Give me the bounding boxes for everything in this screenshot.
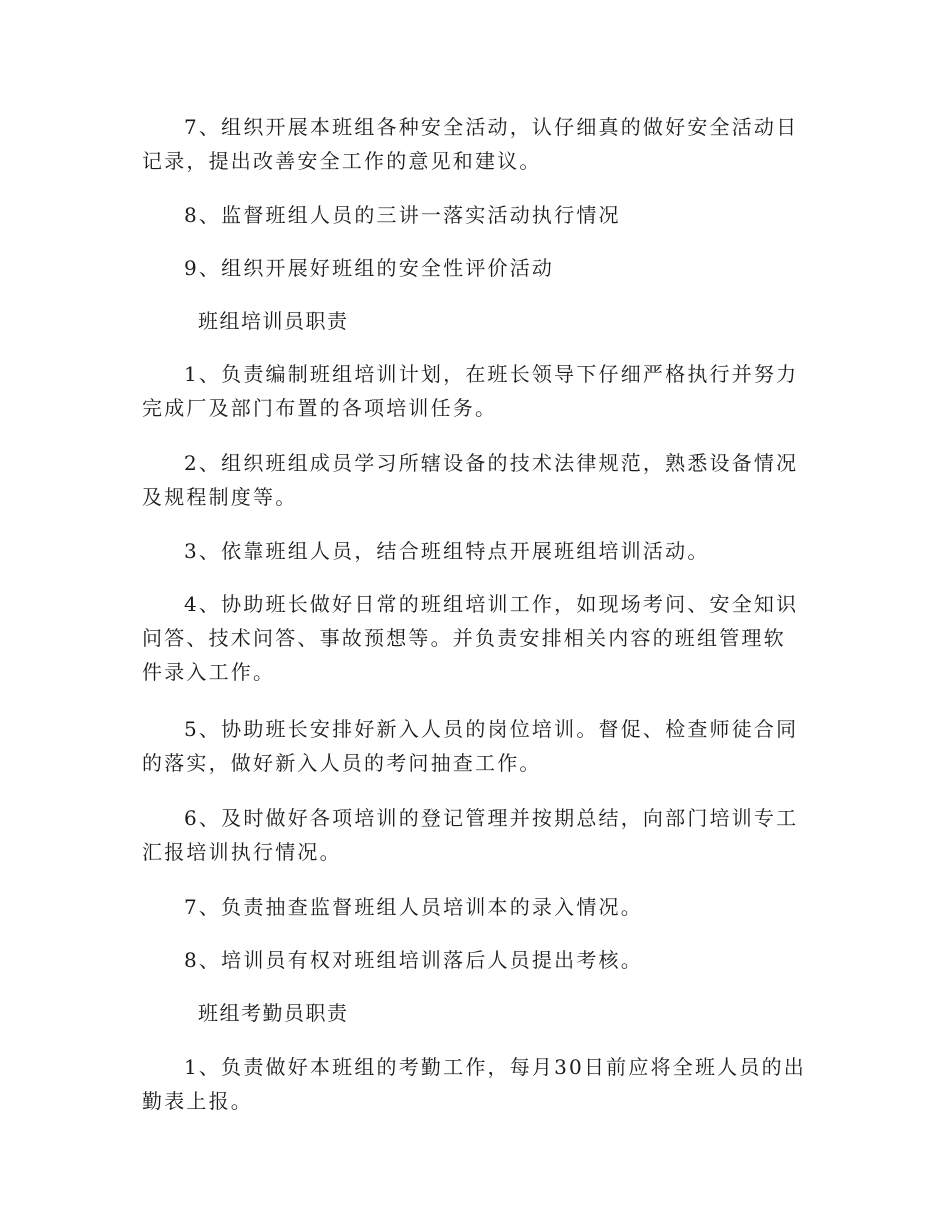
trainer-item-6: 6、及时做好各项培训的登记管理并按期总结，向部门培训专工汇报培训执行情况。 (142, 806, 799, 864)
trainer-item-1: 1、负责编制班组培训计划，在班长领导下仔细严格执行并努力完成厂及部门布置的各项培训任务。 (142, 362, 799, 420)
trainer-item-4: 4、协助班长做好日常的班组培训工作，如现场考问、安全知识问答、技术问答、事故预想等。并负责安排相关内容的班组管理软件录入工作。 (142, 592, 799, 684)
trainer-item-2: 2、组织班组成员学习所辖设备的技术法律规范，熟悉设备情况及规程制度等。 (142, 451, 799, 509)
trainer-item-7: 7、负责抽查监督班组人员培训本的录入情况。 (184, 895, 643, 919)
paragraph-safety-evaluation: 9、组织开展好班组的安全性评价活动 (184, 256, 555, 280)
trainer-item-8: 8、培训员有权对班组培训落后人员提出考核。 (184, 948, 643, 972)
section-title-attendance: 班组考勤员职责 (198, 1001, 349, 1025)
paragraph-safety-activities: 7、组织开展本班组各种安全活动，认仔细真的做好安全活动日记录，提出改善安全工作的意见和建议。 (142, 115, 799, 173)
paragraph-three-talks: 8、监督班组人员的三讲一落实活动执行情况 (184, 203, 621, 227)
trainer-item-5: 5、协助班长安排好新入人员的岗位培训。督促、检查师徒合同的落实，做好新入人员的考问抽查工作。 (142, 717, 799, 775)
section-title-trainer: 班组培训员职责 (198, 309, 349, 333)
trainer-item-3: 3、依靠班组人员，结合班组特点开展班组培训活动。 (184, 539, 710, 563)
attendance-item-1: 1、负责做好本班组的考勤工作，每月30日前应将全班人员的出勤表上报。 (142, 1055, 806, 1113)
